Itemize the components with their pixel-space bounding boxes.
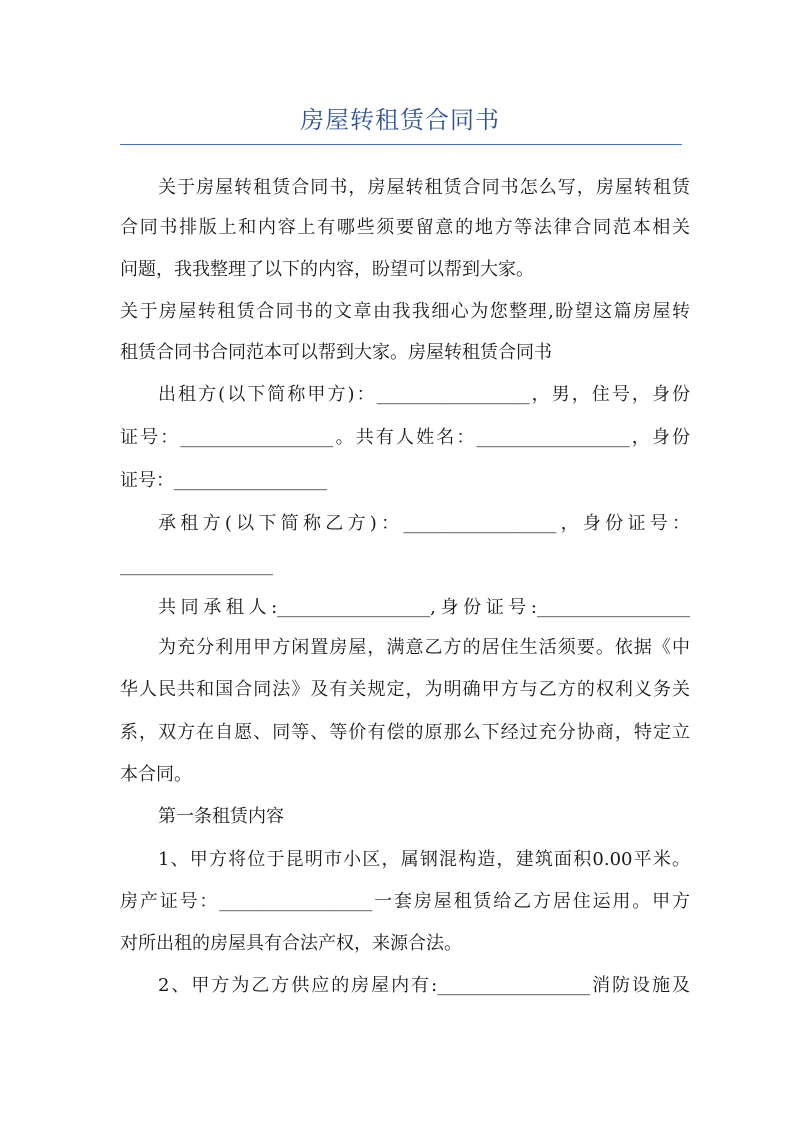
intro-line-3: 问题，我我整理了以下的内容，盼望可以帮到大家。 [120, 259, 534, 280]
clause-1-line-3: 对所出租的房屋具有合法产权，来源合法。 [120, 933, 462, 954]
document-title: 房屋转租赁合同书 [300, 106, 500, 134]
lessor-line-1: 出租方(以下简称甲方)：_________________，男，住号，身份 [158, 384, 690, 405]
purpose-line-1: 为充分利用甲方闲置房屋，满意乙方的居住生活须要。依据《中 [158, 637, 690, 658]
intro-line-4: 关于房屋转租赁合同书的文章由我我细心为您整理,盼望这篇房屋转 [120, 301, 690, 322]
title-underline [120, 144, 682, 145]
co-lessee-line: 共同承租人:_________________,身份证号:_________________ [158, 597, 690, 618]
lessee-line-1: 承租方(以下简称乙方)：_________________，身份证号： [158, 513, 690, 534]
lessee-line-2: _________________ [120, 555, 273, 576]
purpose-line-2: 华人民共和国合同法》及有关规定，为明确甲方与乙方的权利义务关 [120, 679, 690, 700]
clause-1-line-2: 房产证号：_________________一套房屋租赁给乙方居住运用。甲方 [120, 891, 690, 912]
purpose-line-4: 本合同。 [120, 764, 192, 785]
intro-line-1: 关于房屋转租赁合同书，房屋转租赁合同书怎么写，房屋转租赁 [158, 177, 690, 198]
lessor-line-2: 证号：_________________。共有人姓名：_________________，身份 [120, 427, 690, 448]
lessor-line-3: 证号：_________________ [120, 470, 327, 491]
clause-1-line-1: 1、甲方将位于昆明市小区，属钢混构造，建筑面积0.00平米。 [158, 849, 690, 870]
article-1-heading: 第一条租赁内容 [158, 806, 284, 827]
purpose-line-3: 系，双方在自愿、同等、等价有偿的原那么下经过充分协商，特定立 [120, 722, 690, 743]
intro-line-2: 合同书排版上和内容上有哪些须要留意的地方等法律合同范本相关 [120, 217, 690, 238]
intro-line-5: 租赁合同书合同范本可以帮到大家。房屋转租赁合同书 [120, 342, 552, 363]
clause-2-line-1: 2、甲方为乙方供应的房屋内有:_________________消防设施及 [158, 975, 690, 996]
